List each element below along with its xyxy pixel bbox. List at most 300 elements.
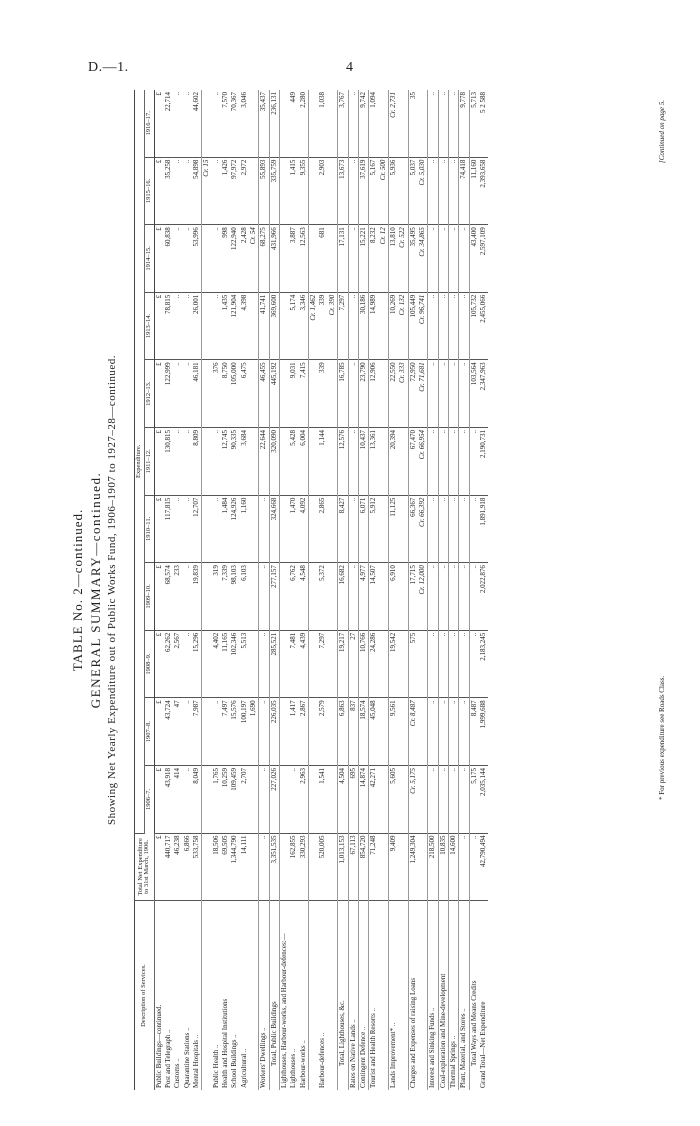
expenditure-value: 1,249,304 [408, 833, 418, 901]
service-description: Grand Total—Net Expenditure [478, 1001, 487, 1088]
expenditure-value [202, 225, 212, 293]
expenditure-value [328, 360, 338, 428]
page-number: 4 [346, 60, 353, 75]
expenditure-value: .. [428, 90, 438, 157]
expenditure-value [418, 833, 428, 901]
expenditure-value: 7,339 [221, 563, 230, 631]
expenditure-value: .. [459, 563, 469, 631]
expenditure-value [418, 630, 428, 698]
table-body [154, 90, 488, 1090]
expenditure-value: Cr. 34,865 [418, 225, 428, 293]
expenditure-value: .. [428, 225, 438, 293]
expenditure-value: 2,972 [240, 157, 249, 225]
table-row [164, 90, 173, 1090]
expenditure-value: 16,785 [338, 360, 348, 428]
service-description: Mental Hospitals .. [192, 901, 202, 1090]
expenditure-value: 3,887 [289, 225, 298, 293]
expenditure-value: Cr. 5,175 [408, 765, 418, 833]
continued-note: [Continued on page 5. [658, 100, 666, 163]
table-row [289, 90, 298, 1090]
expenditure-value: 681 [318, 225, 327, 293]
expenditure-value: 6,762 [289, 563, 298, 631]
expenditure-value: .. [438, 360, 448, 428]
desc-header: Description of Services. [135, 901, 155, 1090]
expenditure-value: £ [154, 292, 164, 360]
expenditure-value: .. [438, 292, 448, 360]
expenditure-value: 10,259 [221, 765, 230, 833]
expenditure-value: .. [183, 698, 192, 766]
expenditure-value [328, 698, 338, 766]
expenditure-value: .. [459, 495, 469, 563]
service-description: Public Health .. [211, 1044, 220, 1088]
expenditure-value [398, 698, 408, 766]
expenditure-value: 27 [348, 630, 358, 698]
expenditure-value: 16,682 [338, 563, 348, 631]
expenditure-value: 42,790,494 [479, 833, 488, 901]
expenditure-value: £ [154, 765, 164, 833]
expenditure-value [202, 90, 212, 157]
expenditure-value [398, 157, 408, 225]
expenditure-value: .. [428, 563, 438, 631]
expenditure-value: 339 [318, 292, 327, 360]
expenditure-value: 1,541 [318, 765, 327, 833]
expenditure-value: 236,131 [269, 90, 279, 157]
expenditure-value: 19,217 [338, 630, 348, 698]
expenditure-value [249, 495, 259, 563]
service-description: Total Ways and Means Credits [469, 901, 479, 1090]
expenditure-value: 9,778 [459, 90, 469, 157]
service-description: Coal-exploration and Mine-development [438, 901, 448, 1090]
expenditure-value: £ [154, 630, 164, 698]
expenditure-value: 122,940 [230, 225, 239, 293]
expenditure-value: 1,344,790 [230, 833, 239, 901]
table-row [249, 90, 259, 1090]
service-description: Total, Public Buildings [269, 901, 279, 1090]
expenditure-value: 35,495 [408, 225, 418, 293]
expenditure-value: 7,570 [221, 90, 230, 157]
service-description: Lighthouses, Harbour-works, and Harbour-defences:— [280, 933, 289, 1088]
table-row [280, 90, 290, 1090]
expenditure-value: .. [173, 90, 182, 157]
expenditure-value: 67,113 [348, 833, 358, 901]
expenditure-value: .. [173, 225, 182, 293]
expenditure-value: 30,186 [358, 292, 368, 360]
expenditure-value: 233 [173, 563, 182, 631]
expenditure-value [379, 630, 389, 698]
expenditure-value: .. [448, 563, 458, 631]
expenditure-value: 69,505 [221, 833, 230, 901]
expenditure-value: .. [438, 765, 448, 833]
service-description: Post and Telegraph .. [163, 1029, 172, 1088]
table-row [398, 90, 408, 1090]
expenditure-value: 3,346 [299, 292, 309, 360]
table-subtitle: Showing Net Yearly Expenditure out of Public Works Fund, 1906–1907 to 1927–28—continued. [106, 354, 118, 826]
expenditure-value: .. [348, 292, 358, 360]
expenditure-value: £ [154, 90, 164, 157]
expenditure-value: .. [448, 765, 458, 833]
expenditure-value: .. [459, 765, 469, 833]
service-description: Tourist and Health Resorts .. [369, 1008, 378, 1088]
expenditure-value: 7,415 [299, 360, 309, 428]
expenditure-value [309, 427, 319, 495]
expenditure-value: 22,714 [164, 90, 173, 157]
expenditure-value [309, 698, 319, 766]
service-description: Interest and Sinking Funds .. [428, 901, 438, 1090]
expenditure-value: .. [428, 360, 438, 428]
table-row [369, 90, 379, 1090]
expenditure-value: .. [348, 360, 358, 428]
expenditure-value [379, 495, 389, 563]
expenditure-value [249, 427, 259, 495]
expenditure-value [280, 427, 290, 495]
expenditure-value: .. [459, 630, 469, 698]
expenditure-value: 68,574 [164, 563, 173, 631]
expenditure-value: 44,602 [192, 90, 202, 157]
expenditure-value: 227,026 [269, 765, 279, 833]
expenditure-value: 19,839 [192, 563, 202, 631]
expenditure-value [309, 765, 319, 833]
service-description [379, 901, 389, 1090]
year-header: 1907–8. [144, 698, 154, 766]
expenditure-value [202, 427, 212, 495]
expenditure-value [309, 360, 319, 428]
expenditure-value: 4,504 [338, 765, 348, 833]
expenditure-value: 319 [212, 563, 221, 631]
service-description: Plant, Material, and Stores .. [459, 901, 469, 1090]
expenditure-value [202, 698, 212, 766]
expenditure-value: .. [173, 427, 182, 495]
expenditure-value [379, 360, 389, 428]
expenditure-value: 2,280 [299, 90, 309, 157]
expenditure-value: 122,999 [164, 360, 173, 428]
expenditure-value: 5,713 [469, 90, 479, 157]
expenditure-value [379, 833, 389, 901]
expenditure-value: 3,767 [338, 90, 348, 157]
expenditure-value: 55,893 [259, 157, 269, 225]
expenditure-value: 22,550 [388, 360, 398, 428]
expenditure-value: 6,004 [299, 427, 309, 495]
expenditure-value: £ [154, 563, 164, 631]
table-row [183, 90, 192, 1090]
expenditure-value: 5,167 [369, 157, 379, 225]
expenditure-value: 9,561 [388, 698, 398, 766]
expenditure-value: 11,125 [388, 495, 398, 563]
expenditure-table [134, 90, 488, 1090]
expenditure-value: 5,175 [469, 765, 479, 833]
expenditure-value: .. [448, 157, 458, 225]
expenditure-value: Cr. 390 [328, 292, 338, 360]
expenditure-value: 74,418 [459, 157, 469, 225]
expenditure-value: 695 [348, 765, 358, 833]
expenditure-value: .. [459, 698, 469, 766]
expenditure-value: 1,038 [318, 90, 327, 157]
expenditure-value: 339 [318, 360, 327, 428]
expenditure-value [379, 698, 389, 766]
expenditure-value: 335,759 [269, 157, 279, 225]
expenditure-value [418, 765, 428, 833]
expenditure-value: 98,103 [230, 563, 239, 631]
expenditure-value: .. [438, 157, 448, 225]
expenditure-value: 324,668 [269, 495, 279, 563]
expenditure-value: 4,439 [299, 630, 309, 698]
expenditure-value: Cr. 71,681 [418, 360, 428, 428]
expenditure-value: .. [469, 563, 479, 631]
expenditure-value: .. [289, 765, 298, 833]
expenditure-value [398, 427, 408, 495]
expenditure-value [328, 157, 338, 225]
expenditure-value: 62,262 [164, 630, 173, 698]
expenditure-value: .. [459, 292, 469, 360]
expenditure-value: .. [212, 427, 221, 495]
expenditure-value [202, 292, 212, 360]
service-description [398, 901, 408, 1090]
expenditure-value [328, 765, 338, 833]
expenditure-value: .. [438, 90, 448, 157]
table-row [358, 90, 368, 1090]
expenditure-value [202, 360, 212, 428]
expenditure-value: 5,912 [369, 495, 379, 563]
service-description [418, 901, 428, 1090]
expenditure-value: 2,903 [318, 157, 327, 225]
table-row [459, 90, 469, 1090]
expenditure-value: 97,972 [230, 157, 239, 225]
expenditure-value: .. [259, 698, 269, 766]
expenditure-value: 575 [408, 630, 418, 698]
expenditure-value: 5,372 [318, 563, 327, 631]
table-row [379, 90, 389, 1090]
expenditure-value: 1,144 [318, 427, 327, 495]
expenditure-value [398, 765, 408, 833]
expenditure-value: 9,031 [289, 360, 298, 428]
expenditure-value: .. [438, 225, 448, 293]
expenditure-value: .. [428, 495, 438, 563]
expenditure-value: .. [173, 157, 182, 225]
expenditure-value: 4,398 [240, 292, 249, 360]
expenditure-value: 10,437 [358, 427, 368, 495]
expenditure-value: 14,989 [369, 292, 379, 360]
expenditure-value: .. [428, 765, 438, 833]
expenditure-value: 42,271 [369, 765, 379, 833]
expenditure-value: 46,238 [173, 833, 182, 901]
expenditure-value: Cr. 333 [398, 360, 408, 428]
expenditure-value: .. [438, 563, 448, 631]
table-row [318, 90, 327, 1090]
expenditure-value: .. [259, 563, 269, 631]
table-row [309, 90, 319, 1090]
expenditure-value: £ [154, 225, 164, 293]
expenditure-value: 3,351,535 [269, 833, 279, 901]
table-row [408, 90, 418, 1090]
expenditure-value: .. [212, 225, 221, 293]
expenditure-value: Cr. 66,954 [418, 427, 428, 495]
expenditure-value: 533,758 [192, 833, 202, 901]
expenditure-value: 3,046 [240, 90, 249, 157]
total-header: Total Net Expenditure to 31st March, 1906. [135, 833, 155, 901]
expenditure-value: 15,576 [230, 698, 239, 766]
expenditure-value: 7,297 [338, 292, 348, 360]
expenditure-value: 998 [221, 225, 230, 293]
table-row [212, 90, 221, 1090]
expenditure-value: 35,258 [164, 157, 173, 225]
table-row [348, 90, 358, 1090]
expenditure-value [309, 563, 319, 631]
expenditure-value: .. [438, 427, 448, 495]
expenditure-header: Expenditure. [135, 90, 145, 833]
expenditure-value: 15,221 [358, 225, 368, 293]
expenditure-value: 449 [289, 90, 298, 157]
expenditure-value [249, 563, 259, 631]
table-row [469, 90, 479, 1090]
expenditure-value: .. [459, 225, 469, 293]
expenditure-value: .. [183, 563, 192, 631]
expenditure-value [249, 833, 259, 901]
expenditure-value: 2,347,963 [479, 360, 488, 428]
expenditure-value [328, 225, 338, 293]
expenditure-value: 4,092 [299, 495, 309, 563]
expenditure-value: £ [154, 427, 164, 495]
year-header: 1908–9. [144, 630, 154, 698]
expenditure-value: 369,600 [269, 292, 279, 360]
expenditure-value: Cr. 12 [379, 225, 389, 293]
expenditure-value: 67,470 [408, 427, 418, 495]
expenditure-value: .. [459, 833, 469, 901]
table-row [230, 90, 239, 1090]
expenditure-value: 6,866 [183, 833, 192, 901]
expenditure-value: 8,232 [369, 225, 379, 293]
table-row [192, 90, 202, 1090]
expenditure-value: 10,269 [388, 292, 398, 360]
expenditure-value: 520,005 [318, 833, 327, 901]
expenditure-value: 70,367 [230, 90, 239, 157]
expenditure-value: 43,724 [164, 698, 173, 766]
expenditure-value: 35 [408, 90, 418, 157]
expenditure-value [309, 833, 319, 901]
expenditure-value [280, 360, 290, 428]
expenditure-value: 121,904 [230, 292, 239, 360]
expenditure-value: 12,707 [192, 495, 202, 563]
expenditure-value: .. [438, 630, 448, 698]
expenditure-value: 6,071 [358, 495, 368, 563]
expenditure-value: 2,963 [299, 765, 309, 833]
year-header: 1916–17. [144, 90, 154, 157]
expenditure-value: 5,174 [289, 292, 298, 360]
expenditure-value: 24,286 [369, 630, 379, 698]
expenditure-value: £ [154, 698, 164, 766]
expenditure-value: 320,090 [269, 427, 279, 495]
expenditure-value: 3,684 [240, 427, 249, 495]
rotated-table-area [70, 90, 690, 1090]
expenditure-value: .. [173, 292, 182, 360]
expenditure-value: 35,437 [259, 90, 269, 157]
expenditure-value [249, 360, 259, 428]
expenditure-value: .. [448, 698, 458, 766]
expenditure-value: 2,428 [240, 225, 249, 293]
expenditure-value: Cr. 132 [398, 292, 408, 360]
expenditure-value: 7,481 [289, 630, 298, 698]
expenditure-value [379, 427, 389, 495]
expenditure-value: 4,548 [299, 563, 309, 631]
expenditure-value: 60,838 [164, 225, 173, 293]
expenditure-value: Cr. 15 [202, 157, 212, 225]
expenditure-value: .. [212, 292, 221, 360]
expenditure-value [328, 495, 338, 563]
expenditure-value: 330,293 [299, 833, 309, 901]
expenditure-value [379, 292, 389, 360]
expenditure-value: .. [428, 292, 438, 360]
expenditure-value [280, 157, 290, 225]
expenditure-value: .. [183, 292, 192, 360]
table-row [448, 90, 458, 1090]
expenditure-value: 54,898 [192, 157, 202, 225]
expenditure-value: 105,000 [230, 360, 239, 428]
expenditure-value: 117,815 [164, 495, 173, 563]
expenditure-value: £ [154, 157, 164, 225]
expenditure-value: 12,906 [369, 360, 379, 428]
expenditure-value: Cr. 522 [398, 225, 408, 293]
service-description: Thermal Springs .. [448, 901, 458, 1090]
expenditure-value [280, 563, 290, 631]
expenditure-value: 440,717 [164, 833, 173, 901]
expenditure-value: 9,355 [299, 157, 309, 225]
expenditure-value: 2,393,658 [479, 157, 488, 225]
expenditure-value: 414 [173, 765, 182, 833]
service-description: School Buildings .. [230, 1034, 239, 1088]
expenditure-value: 2,190,731 [479, 427, 488, 495]
expenditure-value: 11,165 [221, 630, 230, 698]
table-row [269, 90, 279, 1090]
expenditure-value [328, 630, 338, 698]
expenditure-value [202, 630, 212, 698]
expenditure-value: .. [459, 427, 469, 495]
expenditure-value: 66,367 [408, 495, 418, 563]
expenditure-value: 2,567 [173, 630, 182, 698]
expenditure-value: 6,863 [338, 698, 348, 766]
expenditure-value: .. [448, 495, 458, 563]
expenditure-value: 2,455,066 [479, 292, 488, 360]
year-header: 1910–11. [144, 495, 154, 563]
expenditure-value: 78,815 [164, 292, 173, 360]
expenditure-value: 12,745 [221, 427, 230, 495]
expenditure-value: .. [348, 427, 358, 495]
expenditure-value: 7,297 [318, 630, 327, 698]
year-header: 1909–10. [144, 563, 154, 631]
expenditure-value [328, 563, 338, 631]
expenditure-value: .. [348, 563, 358, 631]
expenditure-value: £ [154, 833, 164, 901]
expenditure-value: 445,192 [269, 360, 279, 428]
service-description [309, 901, 319, 1090]
expenditure-value [202, 495, 212, 563]
expenditure-value: 5,936 [388, 157, 398, 225]
expenditure-value: 12,563 [299, 225, 309, 293]
expenditure-value: Cr. 1,462 [309, 292, 319, 360]
expenditure-value: .. [173, 495, 182, 563]
expenditure-value: 226,035 [269, 698, 279, 766]
expenditure-value: 9,409 [388, 833, 398, 901]
expenditure-value [398, 495, 408, 563]
expenditure-value: .. [183, 495, 192, 563]
expenditure-value: 5,428 [289, 427, 298, 495]
expenditure-value [280, 90, 290, 157]
table-row [240, 90, 249, 1090]
expenditure-value: 14,111 [240, 833, 249, 901]
expenditure-value: 14,507 [369, 563, 379, 631]
expenditure-value: 2,865 [318, 495, 327, 563]
expenditure-value [309, 90, 319, 157]
expenditure-value [309, 157, 319, 225]
table-row [202, 90, 212, 1090]
service-description: Agricultural .. [239, 1048, 248, 1088]
